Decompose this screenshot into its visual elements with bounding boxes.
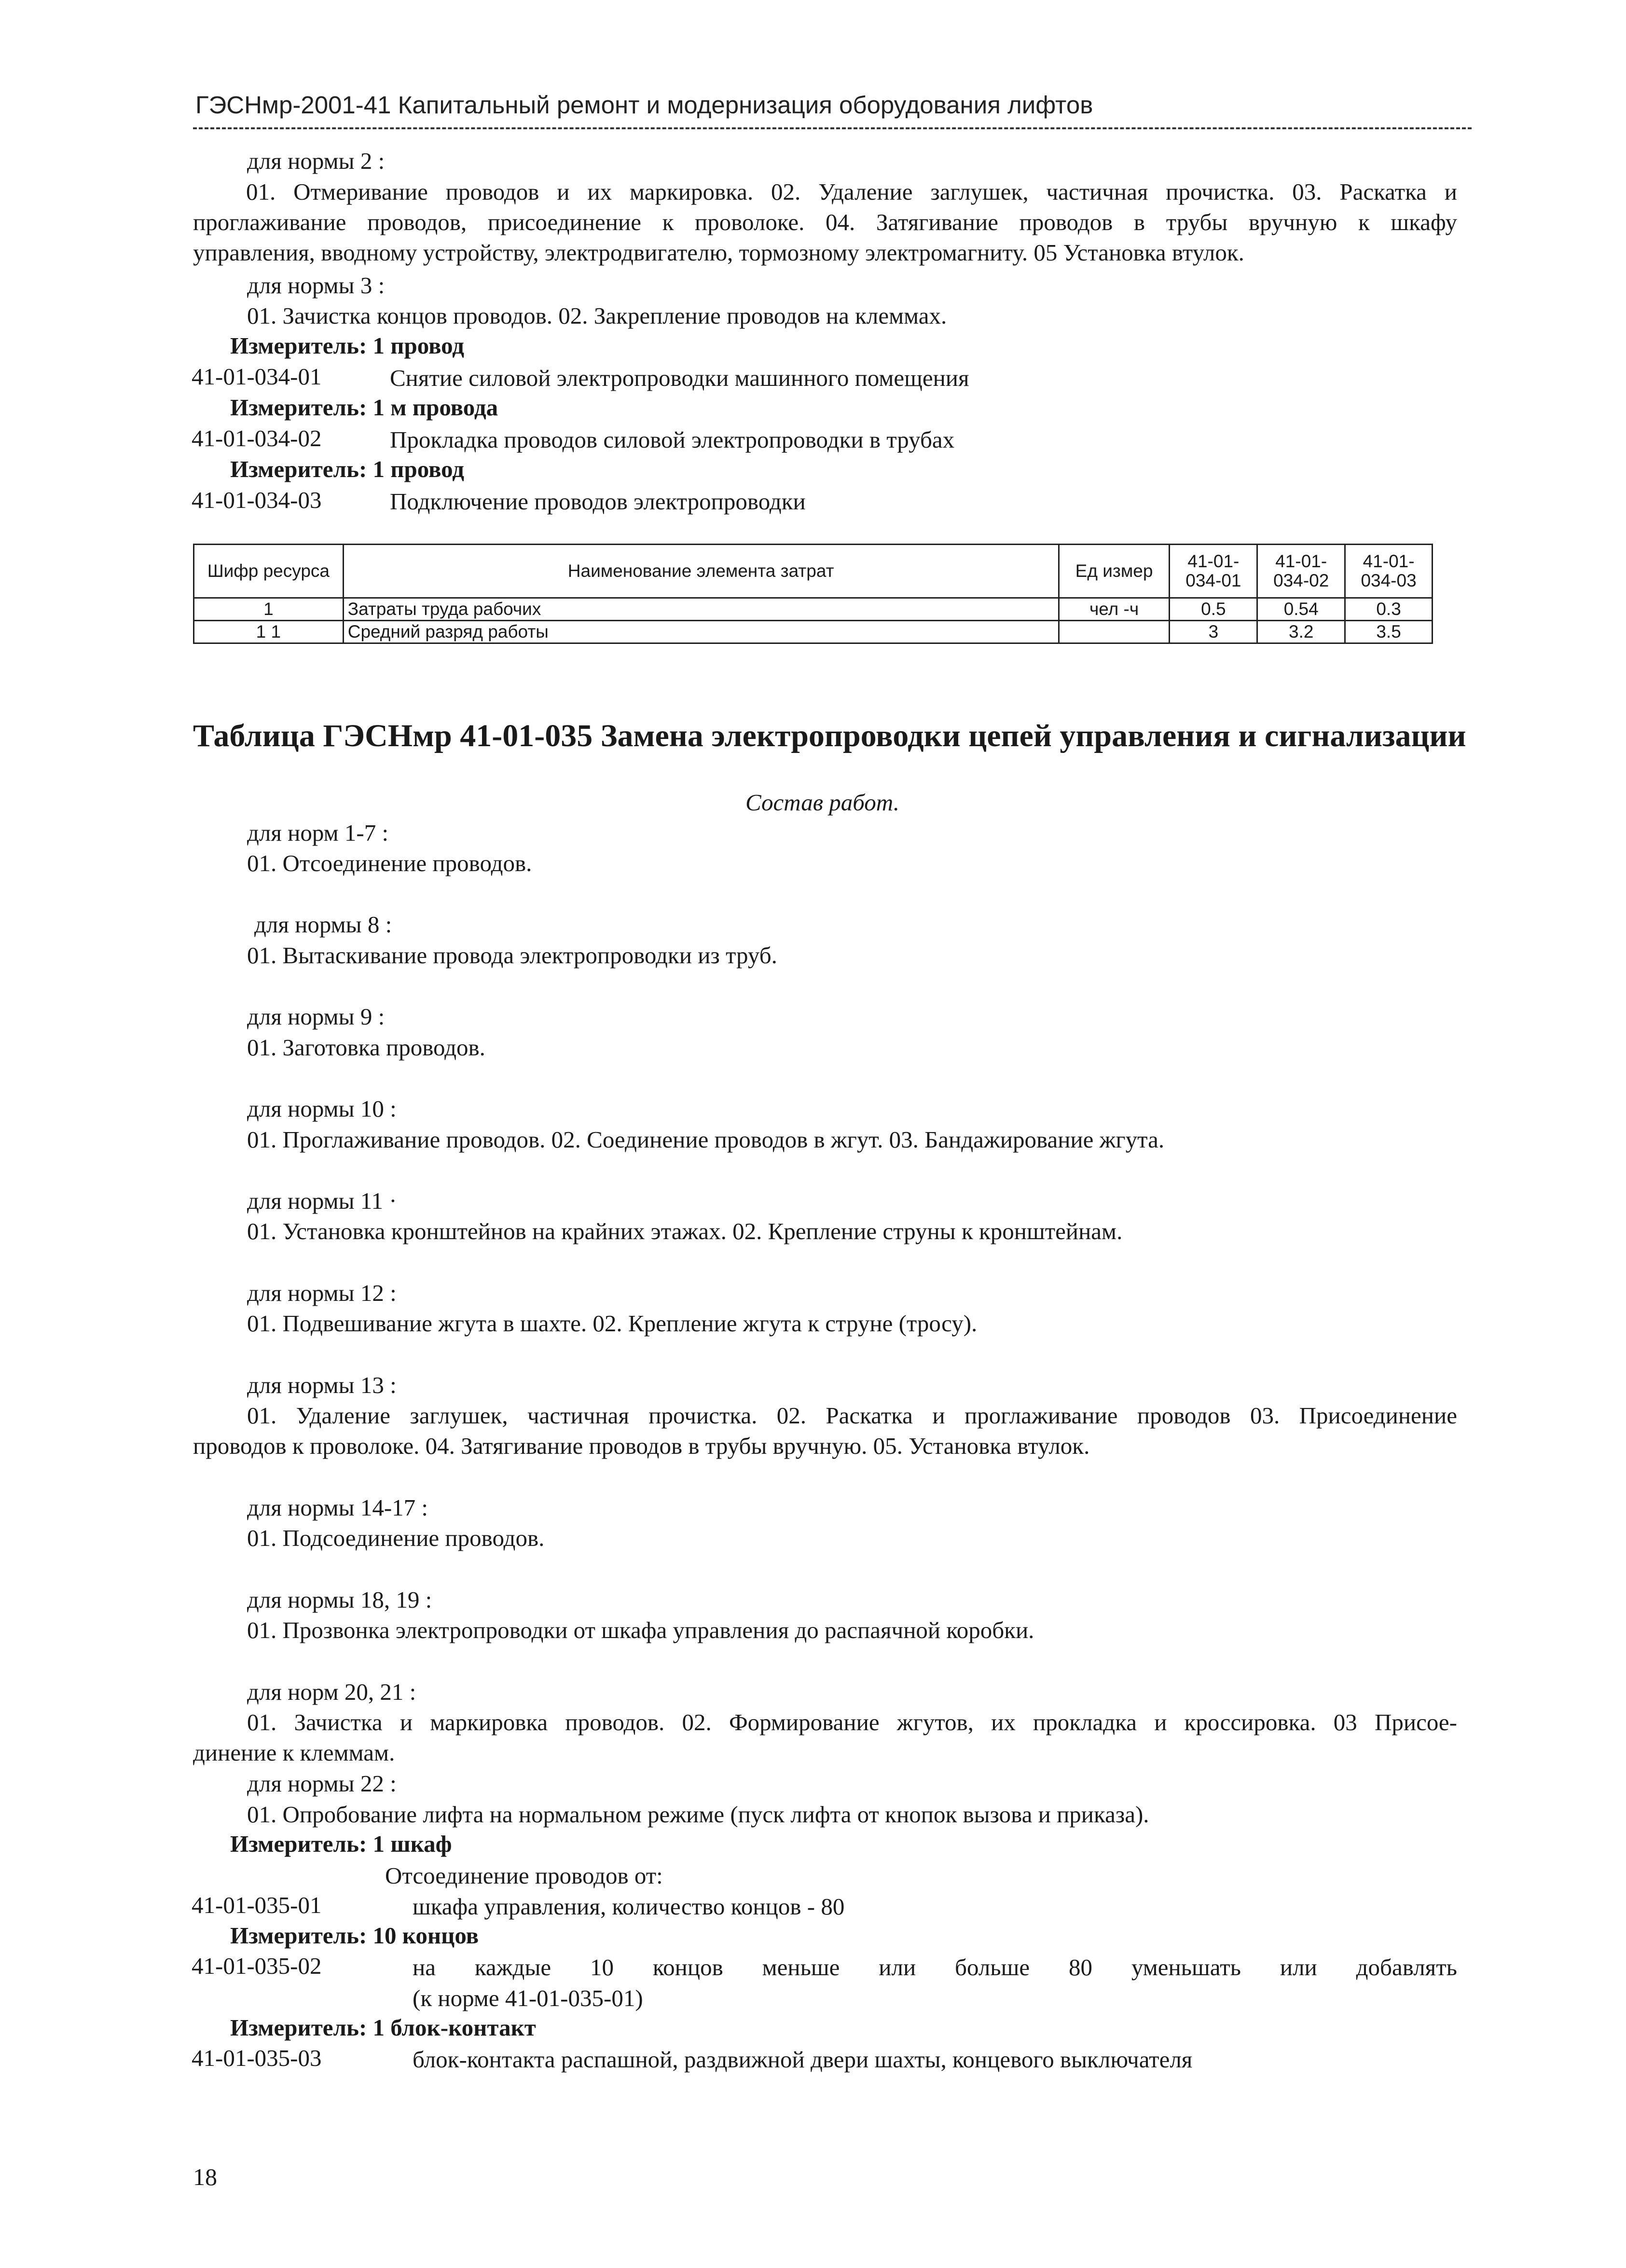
th-unit: Ед измер bbox=[1059, 545, 1170, 598]
desc-035-03: блок-контакта распашной, раздвижной двери шахты, концевого выключателя bbox=[413, 2046, 1193, 2073]
norm-text: 01. Вытаскивание провода электропроводки из труб. bbox=[247, 942, 777, 969]
code-035-01: 41-01-035-01 bbox=[192, 1892, 322, 1918]
desc-034-01: Снятие силовой электропроводки машинного помещения bbox=[390, 365, 969, 391]
norm-text: 01. Установка кронштейнов на крайних этажах. 02. Крепление струны к кронштейнам. bbox=[247, 1218, 1123, 1244]
norm-text: 01. Удаление заглушек, частичная прочистка. 02. Раскатка и проглаживание проводов 03. Присоединение bbox=[247, 1402, 1457, 1429]
table-row bbox=[194, 621, 1433, 643]
norm-text: 01. Отсоединение проводов. bbox=[247, 850, 532, 876]
norm-text: 01. Зачистка и маркировка проводов. 02. Формирование жгутов, их прокладка и кроссировка. 03 Присое- bbox=[247, 1709, 1457, 1735]
norm-label: для нормы 11 · bbox=[247, 1188, 397, 1214]
desc-035-01: шкафа управления, количество концов - 80 bbox=[413, 1893, 845, 1920]
composition-title: Состав работ. bbox=[745, 789, 900, 816]
th-col2: 41-01- 034-02 bbox=[1257, 545, 1345, 598]
cell-name: Средний разряд работы bbox=[343, 621, 1059, 643]
measure-label-3: Измеритель: 1 провод bbox=[230, 456, 465, 482]
cell-v2: 0.54 bbox=[1257, 598, 1345, 621]
cell-code: 1 bbox=[194, 598, 344, 621]
norm2-label: для нормы 2 : bbox=[247, 148, 385, 174]
code-035-02: 41-01-035-02 bbox=[192, 1953, 322, 1979]
measure-label-1: Измеритель: 1 провод bbox=[230, 332, 465, 359]
th-col3: 41-01- 034-03 bbox=[1345, 545, 1433, 598]
cell-v3: 0.3 bbox=[1345, 598, 1433, 621]
section-title: Таблица ГЭСНмр 41-01-035 Замена электропроводки цепей управления и сигнализации bbox=[193, 718, 1466, 753]
norm-text-block bbox=[193, 1707, 1457, 1768]
norm-text-block bbox=[193, 1400, 1457, 1461]
norm-text: 01. Проглаживание проводов. 02. Соединение проводов в жгут. 03. Бандажирование жгута. bbox=[247, 1126, 1165, 1153]
norm-text: 01. Опробование лифта на нормальном режиме (пуск лифта от кнопок вызова и приказа). bbox=[247, 1801, 1149, 1828]
cell-v3: 3.5 bbox=[1345, 621, 1433, 643]
norm2-line2: проглаживание проводов, присоединение к проволоке. 04. Затягивание проводов в трубы вручную к шкафу bbox=[193, 209, 1457, 235]
norm-text-continued: проводов к проволоке. 04. Затягивание проводов в трубы вручную. 05. Установка втулок. bbox=[193, 1433, 1090, 1459]
th-name: Наименование элемента затрат bbox=[343, 545, 1059, 598]
norm3-label: для нормы 3 : bbox=[247, 272, 385, 299]
desc-035-02-line2: (к норме 41-01-035-01) bbox=[413, 1985, 643, 2011]
norm-label: для нормы 10 : bbox=[247, 1095, 397, 1122]
cell-name: Затраты труда рабочих bbox=[343, 598, 1059, 621]
code-034-03: 41-01-034-03 bbox=[192, 487, 322, 513]
table-row bbox=[194, 598, 1433, 621]
group-title: Отсоединение проводов от: bbox=[385, 1862, 663, 1889]
norm-label: для нормы 8 : bbox=[254, 911, 392, 938]
measure-label-4: Измеритель: 1 шкаф bbox=[230, 1831, 452, 1857]
norm-label: для нормы 18, 19 : bbox=[247, 1586, 432, 1613]
norm-text: 01. Подвешивание жгута в шахте. 02. Крепление жгута к струне (тросу). bbox=[247, 1310, 978, 1337]
desc-034-03: Подключение проводов электропроводки bbox=[390, 488, 806, 515]
norm-text: 01. Прозвонка электропроводки от шкафа управления до распаячной коробки. bbox=[247, 1617, 1034, 1643]
th-col1: 41-01- 034-01 bbox=[1170, 545, 1257, 598]
norm2-line3: управления, вводному устройству, электродвигателю, тормозному электромагниту. 05 Установка втулок. bbox=[193, 239, 1244, 266]
running-header: ГЭСНмр-2001-41 Капитальный ремонт и модернизация оборудования лифтов bbox=[195, 91, 1093, 119]
norm3-text: 01. Зачистка концов проводов. 02. Закрепление проводов на клеммах. bbox=[247, 302, 947, 329]
norm-label: для норм 20, 21 : bbox=[247, 1679, 416, 1705]
cell-v2: 3.2 bbox=[1257, 621, 1345, 643]
norm-text: 01. Заготовка проводов. bbox=[247, 1034, 485, 1061]
page-number: 18 bbox=[193, 2163, 217, 2190]
norm-text: 01. Подсоединение проводов. bbox=[247, 1525, 545, 1551]
desc-035-02: на каждые 10 концов меньше или больше 80 уменьшать или добавлять bbox=[413, 1954, 1457, 1981]
cell-code: 1 1 bbox=[194, 621, 344, 643]
resource-table bbox=[193, 544, 1433, 644]
norm-text-continued: динение к клеммам. bbox=[193, 1739, 395, 1766]
header-rule bbox=[193, 127, 1472, 129]
measure-label-6: Измеритель: 1 блок-контакт bbox=[230, 2014, 536, 2041]
table-header-row bbox=[194, 545, 1433, 598]
measure-label-5: Измеритель: 10 концов bbox=[230, 1922, 479, 1949]
cell-unit bbox=[1059, 621, 1170, 643]
norm-label: для нормы 13 : bbox=[247, 1372, 397, 1398]
norm-label: для нормы 12 : bbox=[247, 1280, 397, 1306]
code-034-01: 41-01-034-01 bbox=[192, 363, 322, 390]
cell-v1: 0.5 bbox=[1170, 598, 1257, 621]
norm-label: для норм 1-7 : bbox=[247, 820, 389, 846]
norm2-line1: 01. Отмеривание проводов и их маркировка. 02. Удаление заглушек, частичная прочистка. 03. Раскатка и bbox=[246, 178, 1457, 205]
code-035-03: 41-01-035-03 bbox=[192, 2045, 322, 2071]
norm2-text bbox=[193, 177, 1457, 268]
cell-v1: 3 bbox=[1170, 621, 1257, 643]
norm-label: для нормы 14-17 : bbox=[247, 1494, 428, 1521]
th-code: Шифр ресурса bbox=[194, 545, 344, 598]
measure-label-2: Измеритель: 1 м провода bbox=[230, 394, 498, 421]
code-034-02: 41-01-034-02 bbox=[192, 425, 322, 451]
cell-unit: чел -ч bbox=[1059, 598, 1170, 621]
norm-label: для нормы 9 : bbox=[247, 1003, 385, 1030]
norm-label: для нормы 22 : bbox=[247, 1770, 397, 1797]
desc-034-02: Прокладка проводов силовой электропроводки в трубах bbox=[390, 426, 955, 453]
